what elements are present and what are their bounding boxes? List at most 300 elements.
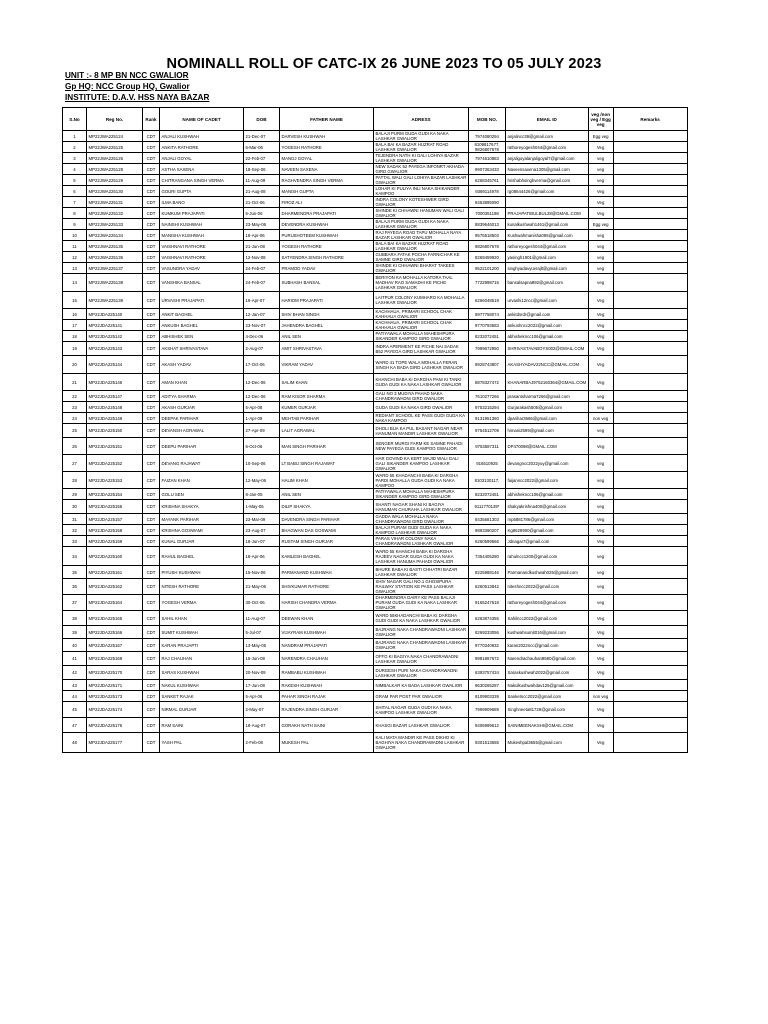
col-cadet-name: PIYUSH KUSHWAH xyxy=(160,566,244,579)
col-diet: Veg xyxy=(588,320,613,331)
header-col-address: ADRESS xyxy=(374,108,469,131)
col-reg-no: MP22JDA225140 xyxy=(87,309,143,320)
col-mobile: 7000351198 xyxy=(469,208,506,219)
col-sno: 2 xyxy=(63,142,87,153)
col-remarks xyxy=(613,197,687,208)
header-col-diet: veg /non veg / Egg veg xyxy=(588,108,613,131)
header-col-rank: Rank xyxy=(143,108,160,131)
col-email: abhishekncc106@gmail.com xyxy=(506,489,589,500)
col-remarks xyxy=(613,252,687,263)
col-father-name: DHARMENDRA PRAJAPATI xyxy=(280,208,374,219)
col-mobile: 6260513842 xyxy=(469,579,506,595)
col-sno: 12 xyxy=(63,252,87,263)
col-diet: veg xyxy=(588,230,613,241)
col-father-name: NANDRAM PRAJAPATI xyxy=(280,639,374,652)
col-remarks xyxy=(613,331,687,342)
col-father-name: RAGHVENDRA SINGH VERMA xyxy=(280,175,374,186)
col-diet: Veg xyxy=(588,702,613,718)
col-rank: CDT xyxy=(143,356,160,374)
col-sno: 14 xyxy=(63,274,87,292)
col-remarks xyxy=(613,455,687,472)
col-rank: CDT xyxy=(143,702,160,718)
col-reg-no: MP22JDA225141 xyxy=(87,320,143,331)
col-dob: 12-Jan-07 xyxy=(244,309,280,320)
table-row xyxy=(63,455,688,472)
col-cadet-name: YASH PAL xyxy=(160,733,244,753)
col-sno: 9 xyxy=(63,219,87,230)
col-diet: Veg xyxy=(588,292,613,309)
col-email: PRAJAPATIBULBUL28@GMAIL.COM xyxy=(506,208,589,219)
table-row xyxy=(63,252,688,263)
col-email: rg08644426@gmail.com xyxy=(506,186,589,197)
col-address: OFFO KI BAGIYA NAKA CHANDRAWADNI LASHKAR GWALIOR xyxy=(374,652,469,666)
col-address: GALI NO 3 MUDIYA PAHAD NAKA CHANDRAWADNI GIRD GWALIOR xyxy=(374,391,469,402)
col-cadet-name: FAIZAN KHAN xyxy=(160,472,244,489)
table-row xyxy=(63,500,688,514)
col-cadet-name: AKSHAT SHRIVASTAVA xyxy=(160,342,244,356)
col-reg-no: MP22JDA225142 xyxy=(87,331,143,342)
col-father-name: MANISH GUPTA xyxy=(280,186,374,197)
col-diet: Veg xyxy=(588,536,613,547)
col-rank: CDT xyxy=(143,472,160,489)
col-mobile: 8977758074 xyxy=(469,309,506,320)
col-diet: veg xyxy=(588,500,613,514)
col-address: RAJ PAYEGA ROAD TAPU MOHALLA NAYA BAZAR LASHKAR GWALIOR xyxy=(374,230,469,241)
col-address: KHASGI BAZAR LASHKAR GWALIOR xyxy=(374,718,469,733)
col-email: anjaligoyalanjaligoyal7@gmail.com xyxy=(506,153,589,164)
table-row xyxy=(63,514,688,525)
table-row xyxy=(63,391,688,402)
col-rank: CDT xyxy=(143,164,160,175)
col-sno: 6 xyxy=(63,186,87,197)
col-email: kunalkushwah1461@gmail.com xyxy=(506,219,589,230)
col-diet: veg xyxy=(588,579,613,595)
col-address: KACHHAUA, PRIMARI SCHOOL CHAK KAHHAUA GWALIOR xyxy=(374,309,469,320)
col-diet: Veg xyxy=(588,342,613,356)
col-cadet-name: YOGESH VERMA xyxy=(160,595,244,611)
col-email: dparihar3666@gmail.com xyxy=(506,413,589,424)
table-row xyxy=(63,611,688,626)
col-diet: Veg xyxy=(588,489,613,500)
col-address: SHANTI NAGAR SHANI KI BAGIYA HANUMAN CHURAHA LASHKAR GWALIOR xyxy=(374,500,469,514)
col-remarks xyxy=(613,131,687,142)
col-diet: veg xyxy=(588,547,613,566)
table-row xyxy=(63,153,688,164)
col-father-name: RAM KISOR SHARMA xyxy=(280,391,374,402)
col-address: DURGESH PURI NAKA CHANDRAWADNI LASHKAR GWALIOR xyxy=(374,666,469,680)
col-cadet-name: RAJ CHAUHAN xyxy=(160,652,244,666)
col-mobile: 6260599566 xyxy=(469,536,506,547)
col-sno: 36 xyxy=(63,579,87,595)
col-address: DHOLI BUA KA PUL BASANT NAGAR NEAR HANUMAN MANDIR LASHKAR GWALIOR xyxy=(374,424,469,438)
col-dob: 11-Aug-09 xyxy=(244,175,280,186)
col-diet: Veg xyxy=(588,680,613,691)
col-rank: CDT xyxy=(143,639,160,652)
col-reg-no: MP22JDA225161 xyxy=(87,566,143,579)
col-dob: 5-Apr-08 xyxy=(244,402,280,413)
col-reg-no: MP22JDA225169 xyxy=(87,652,143,666)
col-father-name: ANIL SEN xyxy=(280,489,374,500)
header-col-sno: S.No xyxy=(63,108,87,131)
col-cadet-name: SARAS KUSHWAH xyxy=(160,666,244,680)
col-cadet-name: ADITYA SHARMA xyxy=(160,391,244,402)
col-remarks xyxy=(613,164,687,175)
col-rank: CDT xyxy=(143,611,160,626)
col-cadet-name: VANSHIKA BANSAL xyxy=(160,274,244,292)
col-sno: 37 xyxy=(63,595,87,611)
col-father-name: LALIT AGRAWAL xyxy=(280,424,374,438)
col-dob: 13-May-05 xyxy=(244,639,280,652)
col-rank: CDT xyxy=(143,320,160,331)
col-email: Narendrachauhan8580@gmail.com xyxy=(506,652,589,666)
col-email: KHANARBAJ9752160364@GMAIL.COM xyxy=(506,374,589,391)
col-mobile: 8225988146 xyxy=(469,566,506,579)
table-row xyxy=(63,263,688,274)
col-diet: Veg xyxy=(588,438,613,455)
col-father-name: PRAMOD YADAV xyxy=(280,263,374,274)
col-father-name: FIROZ ALI xyxy=(280,197,374,208)
col-father-name: PARMANAND KUSHWAH xyxy=(280,566,374,579)
header-col-mobile: MOB NO. xyxy=(469,108,506,131)
col-sno: 43 xyxy=(63,680,87,691)
col-dob: 23-Mar-09 xyxy=(244,514,280,525)
col-remarks xyxy=(613,626,687,639)
col-mobile: 8109817677, 9826807678 xyxy=(469,142,506,153)
col-father-name: YOGESH RATHORE xyxy=(280,241,374,252)
col-remarks xyxy=(613,514,687,525)
col-cadet-name: DEVANSH AGRAWAL xyxy=(160,424,244,438)
col-email: himani2599@gmail.com xyxy=(506,424,589,438)
col-rank: CDT xyxy=(143,153,160,164)
col-address: KALI MATA MANDIR KE PASS DIKHO KI BAGHIYA NAKA CHANDRAWADNI LASHKAR GWALIOR xyxy=(374,733,469,753)
col-rank: CDT xyxy=(143,309,160,320)
col-diet: Veg xyxy=(588,639,613,652)
col-sno: 32 xyxy=(63,525,87,536)
col-rank: CDT xyxy=(143,230,160,241)
col-rank: CDT xyxy=(143,142,160,153)
col-rank: CDT xyxy=(143,691,160,702)
col-remarks xyxy=(613,611,687,626)
col-cadet-name: NITESH RATHORE xyxy=(160,579,244,595)
col-diet: Veg xyxy=(588,733,613,753)
col-cadet-name: AKASH GURJAR xyxy=(160,402,244,413)
col-remarks xyxy=(613,536,687,547)
col-address: SHITAL NAGAR GUDA GUDI KA NAKA KAMPOO LASHKAR GWALIOR xyxy=(374,702,469,718)
col-mobile: 9770793583 xyxy=(469,320,506,331)
col-email: Naveensaxena1305@gmail.com xyxy=(506,164,589,175)
col-mobile: 9907363433 xyxy=(469,164,506,175)
col-reg-no: MP22JDA225150 xyxy=(87,424,143,438)
table-row xyxy=(63,230,688,241)
col-sno: 27 xyxy=(63,455,87,472)
col-cadet-name: ASTHA SAXENA xyxy=(160,164,244,175)
col-sno: 34 xyxy=(63,547,87,566)
col-cadet-name: RAHUL BAGHEL xyxy=(160,547,244,566)
col-dob: 4-Dec-06 xyxy=(244,331,280,342)
col-address: BAJRANG NAKA CHANDRAWADNI LASHKAR GWALIOR xyxy=(374,626,469,639)
col-reg-no: MP22JWA225130 xyxy=(87,186,143,197)
col-sno: 40 xyxy=(63,639,87,652)
col-mobile: 9753587311 xyxy=(469,438,506,455)
col-remarks xyxy=(613,666,687,680)
col-email: Jdnagar7@gmail.com xyxy=(506,536,589,547)
col-mobile: 9753215294 xyxy=(469,402,506,413)
col-cadet-name: MANISHA KUSHWAH xyxy=(160,230,244,241)
col-rank: CDT xyxy=(143,595,160,611)
col-address: SHIV NAGAR GALI NO.1 GHOSIPURA RAILWAY STATION KE PASS LASHKAR GWALIOR xyxy=(374,579,469,595)
col-rank: CDT xyxy=(143,547,160,566)
col-diet: Veg xyxy=(588,718,613,733)
col-reg-no: MP22JDA225154 xyxy=(87,489,143,500)
col-sno: 7 xyxy=(63,197,87,208)
col-email: abhishekncc106@gmail.com xyxy=(506,331,589,342)
table-row xyxy=(63,626,688,639)
col-address: BALA BAI KA BAZAR HUZRAT ROAD LASHKAR GWALIOR xyxy=(374,241,469,252)
col-reg-no: MP22JWA225125 xyxy=(87,142,143,153)
col-father-name: BHAGWAN DAS GOSWAMI xyxy=(280,525,374,536)
col-sno: 48 xyxy=(63,733,87,753)
col-rank: CDT xyxy=(143,680,160,691)
col-email: kushwahsumit016@gmail.com xyxy=(506,626,589,639)
col-email: Mukeshpal3655@gmail.com xyxy=(506,733,589,753)
col-rank: CDT xyxy=(143,219,160,230)
col-diet: Veg xyxy=(588,309,613,320)
col-mobile: 7974080294 xyxy=(469,131,506,142)
col-remarks xyxy=(613,489,687,500)
col-dob: 21-Oct-06 xyxy=(244,197,280,208)
col-reg-no: MP22JDA225146 xyxy=(87,374,143,391)
col-father-name: RAJENDRA SINGH GURJAR xyxy=(280,702,374,718)
col-dob: 23-Nov-07 xyxy=(244,320,280,331)
table-body xyxy=(63,131,688,753)
col-cadet-name: NAINSHI KUSHWAH xyxy=(160,219,244,230)
col-email: Saraskushwah2022@gmail.com xyxy=(506,666,589,680)
col-remarks xyxy=(613,356,687,374)
col-remarks xyxy=(613,718,687,733)
col-rank: CDT xyxy=(143,131,160,142)
col-address: DHARMENDRA DAIRY KE PASS BALAJI PURAM GUDA GUDI KA NAKA LASHKAR GWALIOR xyxy=(374,595,469,611)
col-sno: 3 xyxy=(63,153,87,164)
table-row xyxy=(63,536,688,547)
col-diet: Veg xyxy=(588,652,613,666)
col-address: GUBBARA FATAK POCHA FARNICHAR KE SAMNE GIRD GWALIOR xyxy=(374,252,469,263)
col-father-name: DAVENDRA SINGH PARIHAR xyxy=(280,514,374,525)
header-col-father-name: FATHER NAME xyxy=(280,108,374,131)
col-reg-no: MP22JWA225129 xyxy=(87,175,143,186)
col-dob: 21-Aug-08 xyxy=(244,186,280,197)
col-diet: Veg xyxy=(588,626,613,639)
col-address: KHANCHI BABA KI DARGHA PANI KI TANKI GUDA GUDI KA NAKA LASHKAR GWALIOR xyxy=(374,374,469,391)
col-sno: 25 xyxy=(63,424,87,438)
col-father-name: PURUSHOTEEM KUSHWAH xyxy=(280,230,374,241)
col-mobile: 8839646013 xyxy=(469,219,506,230)
table-row xyxy=(63,186,688,197)
col-cadet-name: CHITRANGANA SINGH VERMA xyxy=(160,175,244,186)
col-father-name: SHIV BHAN SINGH xyxy=(280,309,374,320)
col-rank: CDT xyxy=(143,197,160,208)
col-dob: 2-Feb-08 xyxy=(244,733,280,753)
table-row xyxy=(63,131,688,142)
col-rank: CDT xyxy=(143,666,160,680)
col-mobile: 8928743807 xyxy=(469,356,506,374)
col-remarks xyxy=(613,263,687,274)
col-address: TEJENDRA NATH KI GALI LOHIYA BAZAR LASHKAR GWALIOR xyxy=(374,153,469,164)
col-diet: veg xyxy=(588,566,613,579)
col-mobile: 8463895090 xyxy=(469,197,506,208)
col-father-name: ANIL SEN xyxy=(280,331,374,342)
col-dob: 20-Nov-09 xyxy=(244,666,280,680)
col-email: Sanketncc2022@gmail.com xyxy=(506,691,589,702)
col-diet: veg xyxy=(588,472,613,489)
col-mobile: 8109903339 xyxy=(469,691,506,702)
col-cadet-name: VAISHNAVI RATHORE xyxy=(160,252,244,263)
table-row xyxy=(63,356,688,374)
col-remarks xyxy=(613,175,687,186)
col-reg-no: MP22JDA225176 xyxy=(87,718,143,733)
col-address: BERIYON KA MOHALLA KATORA TAAL MADHAV RAO SAMADHI KE PICHE LASHKAR GWALIOR xyxy=(374,274,469,292)
table-row xyxy=(63,342,688,356)
col-remarks xyxy=(613,413,687,424)
col-cadet-name: AMAN KHAN xyxy=(160,374,244,391)
col-email: faijanncc2022@gmail.com xyxy=(506,472,589,489)
col-cadet-name: ABHISHEK SEN xyxy=(160,331,244,342)
col-email: rathoreyogesh044@gmail.com xyxy=(506,595,589,611)
col-diet: veg xyxy=(588,153,613,164)
col-remarks xyxy=(613,292,687,309)
col-cadet-name: DEVANG RAJAWAT xyxy=(160,455,244,472)
col-dob: 11-Aug-07 xyxy=(244,611,280,626)
col-dob: 18-Jun-07 xyxy=(244,536,280,547)
col-mobile: 9389114978 xyxy=(469,186,506,197)
col-diet: Veg xyxy=(588,374,613,391)
group-hq-heading: Gp HQ: NCC Group HQ, Gwalior xyxy=(65,82,190,91)
col-mobile: 9301513655 xyxy=(469,733,506,753)
col-email: DP470098@GMAIL.COM xyxy=(506,438,589,455)
col-remarks xyxy=(613,186,687,197)
table-row xyxy=(63,691,688,702)
col-sno: 18 xyxy=(63,331,87,342)
table-row xyxy=(63,175,688,186)
col-address: PARAS VIHAR COLONY NAKA CHANDRAWADNI LASHKAR GWALIOR xyxy=(374,536,469,547)
col-mobile: 9406999612 xyxy=(469,718,506,733)
col-cadet-name: AKASH YADAV xyxy=(160,356,244,374)
table-row xyxy=(63,208,688,219)
col-remarks xyxy=(613,342,687,356)
col-reg-no: MP22JDA225166 xyxy=(87,626,143,639)
col-reg-no: MP22JDA225174 xyxy=(87,702,143,718)
col-email: mp5881786@gmail.com xyxy=(506,514,589,525)
col-remarks xyxy=(613,391,687,402)
col-cadet-name: GOLU SEN xyxy=(160,489,244,500)
col-address: LOHAR KI PULIYA INLI NAKA SHIKANDER KAMPOO xyxy=(374,186,469,197)
col-sno: 30 xyxy=(63,500,87,514)
col-reg-no: MP22JWA225131 xyxy=(87,197,143,208)
col-mobile: 8435681303 xyxy=(469,514,506,525)
table-row xyxy=(63,402,688,413)
col-cadet-name: NIRMAL GURJAR xyxy=(160,702,244,718)
col-dob: 10-Sep-06 xyxy=(244,455,280,472)
col-mobile: 9630265287 xyxy=(469,680,506,691)
col-remarks xyxy=(613,680,687,691)
col-diet: Veg xyxy=(588,197,613,208)
col-reg-no: MP22JWA225134 xyxy=(87,230,143,241)
col-sno: 8 xyxy=(63,208,87,219)
col-mobile: 7610277266 xyxy=(469,391,506,402)
col-father-name: RAMBABU KUSHWAH xyxy=(280,666,374,680)
col-rank: CDT xyxy=(143,391,160,402)
col-rank: CDT xyxy=(143,626,160,639)
col-rank: CDT xyxy=(143,455,160,472)
col-dob: 24-Feb-07 xyxy=(244,263,280,274)
col-email: singhyadavyuvrajlt@gmail.com xyxy=(506,263,589,274)
col-email: anjalincc39@gmail.com xyxy=(506,131,589,142)
col-reg-no: MP22JDA225158 xyxy=(87,525,143,536)
table-row xyxy=(63,595,688,611)
table-row xyxy=(63,274,688,292)
col-dob: 5-Jun-06 xyxy=(244,208,280,219)
col-dob: 18-Apr-06 xyxy=(244,547,280,566)
col-remarks xyxy=(613,702,687,718)
col-cadet-name: NAKUL KUSHWAH xyxy=(160,680,244,691)
col-diet: Veg xyxy=(588,142,613,153)
col-rank: CDT xyxy=(143,500,160,514)
col-diet: veg xyxy=(588,175,613,186)
col-diet: veg xyxy=(588,595,613,611)
col-sno: 21 xyxy=(63,374,87,391)
col-dob: 12-Nov-08 xyxy=(244,252,280,263)
col-rank: CDT xyxy=(143,536,160,547)
col-father-name: DARVESH KUSHWAH xyxy=(280,131,374,142)
col-mobile: 8269233056 xyxy=(469,626,506,639)
col-email: Nakulkushwahdav125@gmail.com xyxy=(506,680,589,691)
col-cadet-name: KUMKUM PRAJAPATI xyxy=(160,208,244,219)
header-col-reg-no: Reg No. xyxy=(87,108,143,131)
col-cadet-name: SANKET RAJAK xyxy=(160,691,244,702)
col-reg-no: MP22JDA225152 xyxy=(87,455,143,472)
col-dob: 1-May-06 xyxy=(244,500,280,514)
col-dob: 17-Oct-06 xyxy=(244,356,280,374)
col-reg-no: MP22JDA225159 xyxy=(87,536,143,547)
col-dob: 5-Jul-07 xyxy=(244,626,280,639)
col-sno: 29 xyxy=(63,489,87,500)
col-sno: 45 xyxy=(63,702,87,718)
table-row xyxy=(63,566,688,579)
col-remarks xyxy=(613,438,687,455)
col-email: Gurjarakash505@gmail.com xyxy=(506,402,589,413)
col-remarks xyxy=(613,208,687,219)
col-father-name: KUMER GURJAR xyxy=(280,402,374,413)
col-diet: Veg xyxy=(588,514,613,525)
col-remarks xyxy=(613,472,687,489)
col-dob: 21-May-06 xyxy=(244,579,280,595)
col-dob: 8-Jan-05 xyxy=(244,489,280,500)
col-email: Sahilncc2022@gmail.com xyxy=(506,611,589,626)
col-diet: veg xyxy=(588,455,613,472)
col-diet: veg xyxy=(588,424,613,438)
col-sno: 42 xyxy=(63,666,87,680)
col-father-name: SUBHASH BANSAL xyxy=(280,274,374,292)
col-remarks xyxy=(613,595,687,611)
table-row xyxy=(63,142,688,153)
col-mobile: 9165247618 xyxy=(469,595,506,611)
col-remarks xyxy=(613,320,687,331)
col-diet: Veg xyxy=(588,331,613,342)
col-rank: CDT xyxy=(143,241,160,252)
col-father-name: SALIM KHAN xyxy=(280,374,374,391)
col-reg-no: MP22JDA225144 xyxy=(87,356,143,374)
col-dob: 17-Jun-08 xyxy=(244,680,280,691)
col-rank: CDT xyxy=(143,566,160,579)
